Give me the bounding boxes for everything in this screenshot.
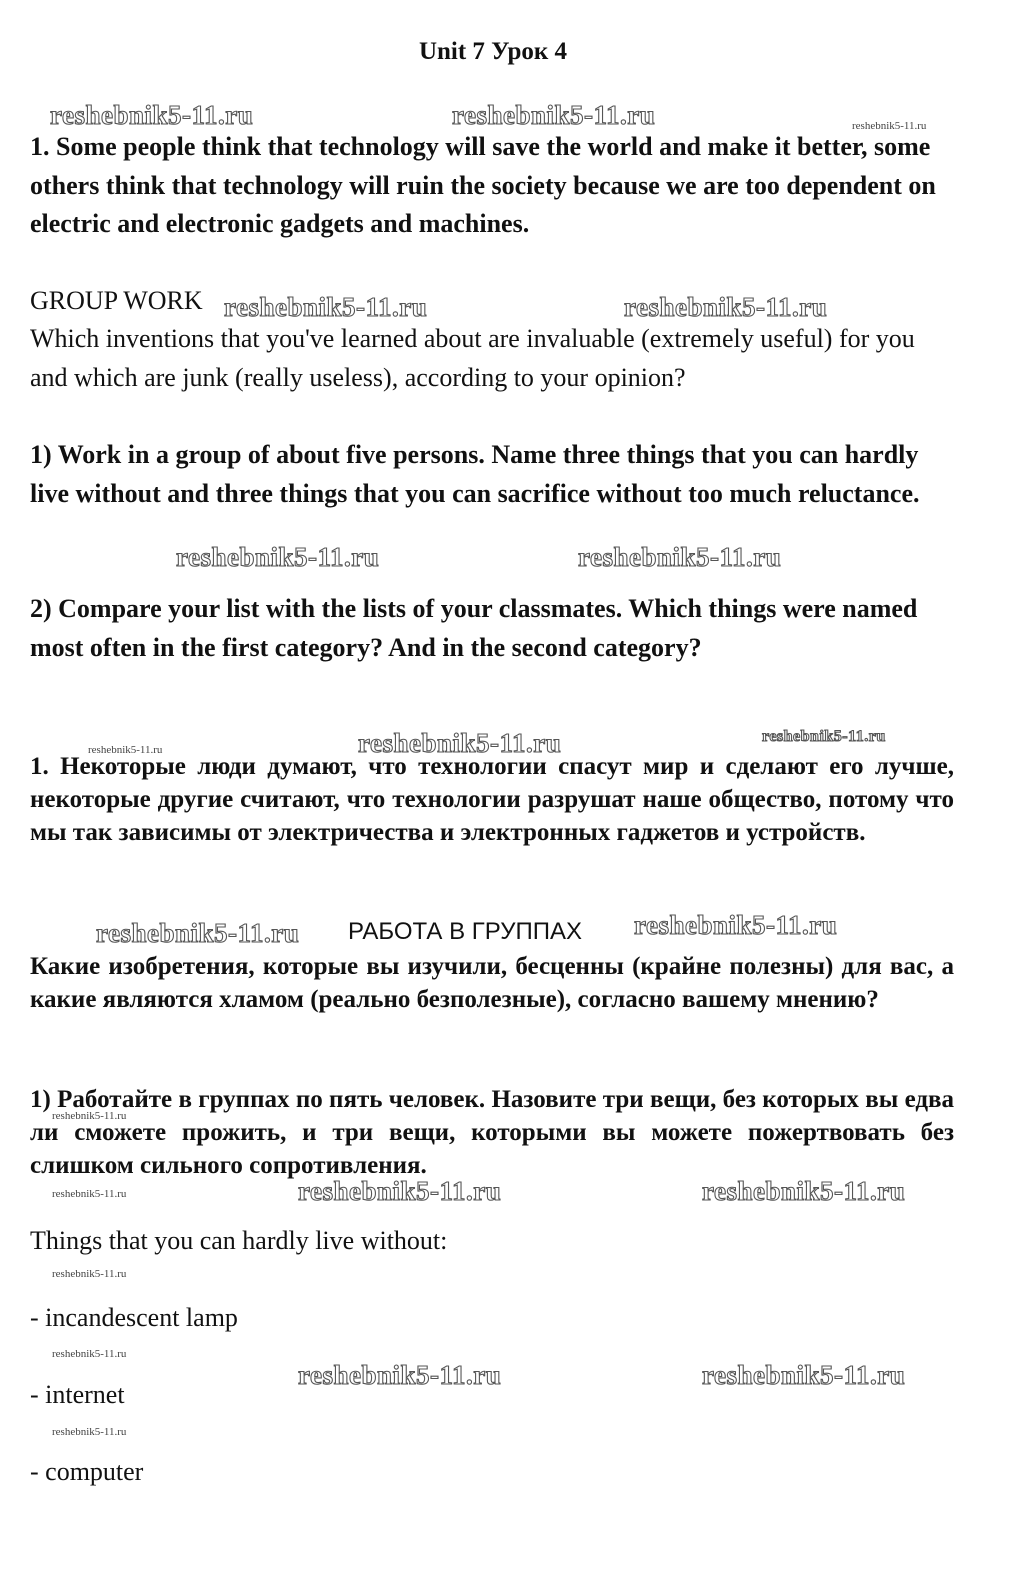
russian-task-1: 1. Некоторые люди думают, что технологии спасут мир и сделают его лучше, некоторые другие считают, что технологии разрушат наше общество, потому что мы так зависимы от электричества и электронных гаджетов и устройств. xyxy=(30,753,954,846)
watermark: reshebnik5-11.ru xyxy=(176,542,380,572)
watermark: reshebnik5-11.ru xyxy=(96,918,300,948)
watermark: reshebnik5-11.ru xyxy=(298,1176,502,1206)
watermark: reshebnik5-11.ru xyxy=(52,1268,127,1280)
watermark: reshebnik5-11.ru xyxy=(852,120,927,132)
watermark: reshebnik5-11.ru xyxy=(624,292,828,322)
group-work-label: GROUP WORK xyxy=(30,286,203,315)
watermark: reshebnik5-11.ru xyxy=(52,1348,127,1360)
watermark: reshebnik5-11.ru xyxy=(298,1360,502,1390)
english-step-2: 2) Compare your list with the lists of your classmates. Which things were named most often in the first category? And in the second category? xyxy=(30,594,918,662)
watermark: reshebnik5-11.ru xyxy=(224,292,428,322)
answer-item: - incandescent lamp xyxy=(30,1303,238,1332)
watermark: reshebnik5-11.ru xyxy=(50,100,254,130)
watermark: reshebnik5-11.ru xyxy=(578,542,782,572)
answer-item: - computer xyxy=(30,1457,144,1486)
watermark: reshebnik5-11.ru xyxy=(452,100,656,130)
watermark: reshebnik5-11.ru xyxy=(52,1188,127,1200)
russian-group-work-label: РАБОТА В ГРУППАХ xyxy=(348,918,583,945)
watermark: reshebnik5-11.ru xyxy=(88,744,163,756)
watermark: reshebnik5-11.ru xyxy=(52,1426,127,1438)
english-task-1: 1. Some people think that technology will save the world and make it better, some others think that technology will ruin the society because we are too dependent on electric and electronic gadgets and machines. xyxy=(30,132,936,238)
group-work-question: Which inventions that you've learned about are invaluable (extremely useful) for you and which are junk (really useless), according to your opinion? xyxy=(30,324,915,392)
watermark: reshebnik5-11.ru xyxy=(702,1360,906,1390)
watermark: reshebnik5-11.ru xyxy=(634,910,838,940)
page-title: Unit 7 Урок 4 xyxy=(418,38,568,65)
english-step-1: 1) Work in a group of about five persons. Name three things that you can hardly live without and three things that you can sacrifice without too much reluctance. xyxy=(30,440,920,508)
answer-heading: Things that you can hardly live without: xyxy=(30,1226,448,1255)
watermark: reshebnik5-11.ru xyxy=(762,728,886,745)
watermark: reshebnik5-11.ru xyxy=(52,1110,127,1122)
russian-step-1: 1) Работайте в группах по пять человек. Назовите три вещи, без которых вы едва ли сможете прожить, и три вещи, которыми вы можете пожертвовать без слишком сильного сопротивления. xyxy=(30,1086,954,1179)
watermark: reshebnik5-11.ru xyxy=(702,1176,906,1206)
watermark: reshebnik5-11.ru xyxy=(358,728,562,758)
russian-group-question: Какие изобретения, которые вы изучили, бесценны (крайне полезны) для вас, а какие являются хламом (реально безполезные), согласно вашему мнению? xyxy=(30,953,954,1013)
answer-item: - internet xyxy=(30,1380,125,1409)
